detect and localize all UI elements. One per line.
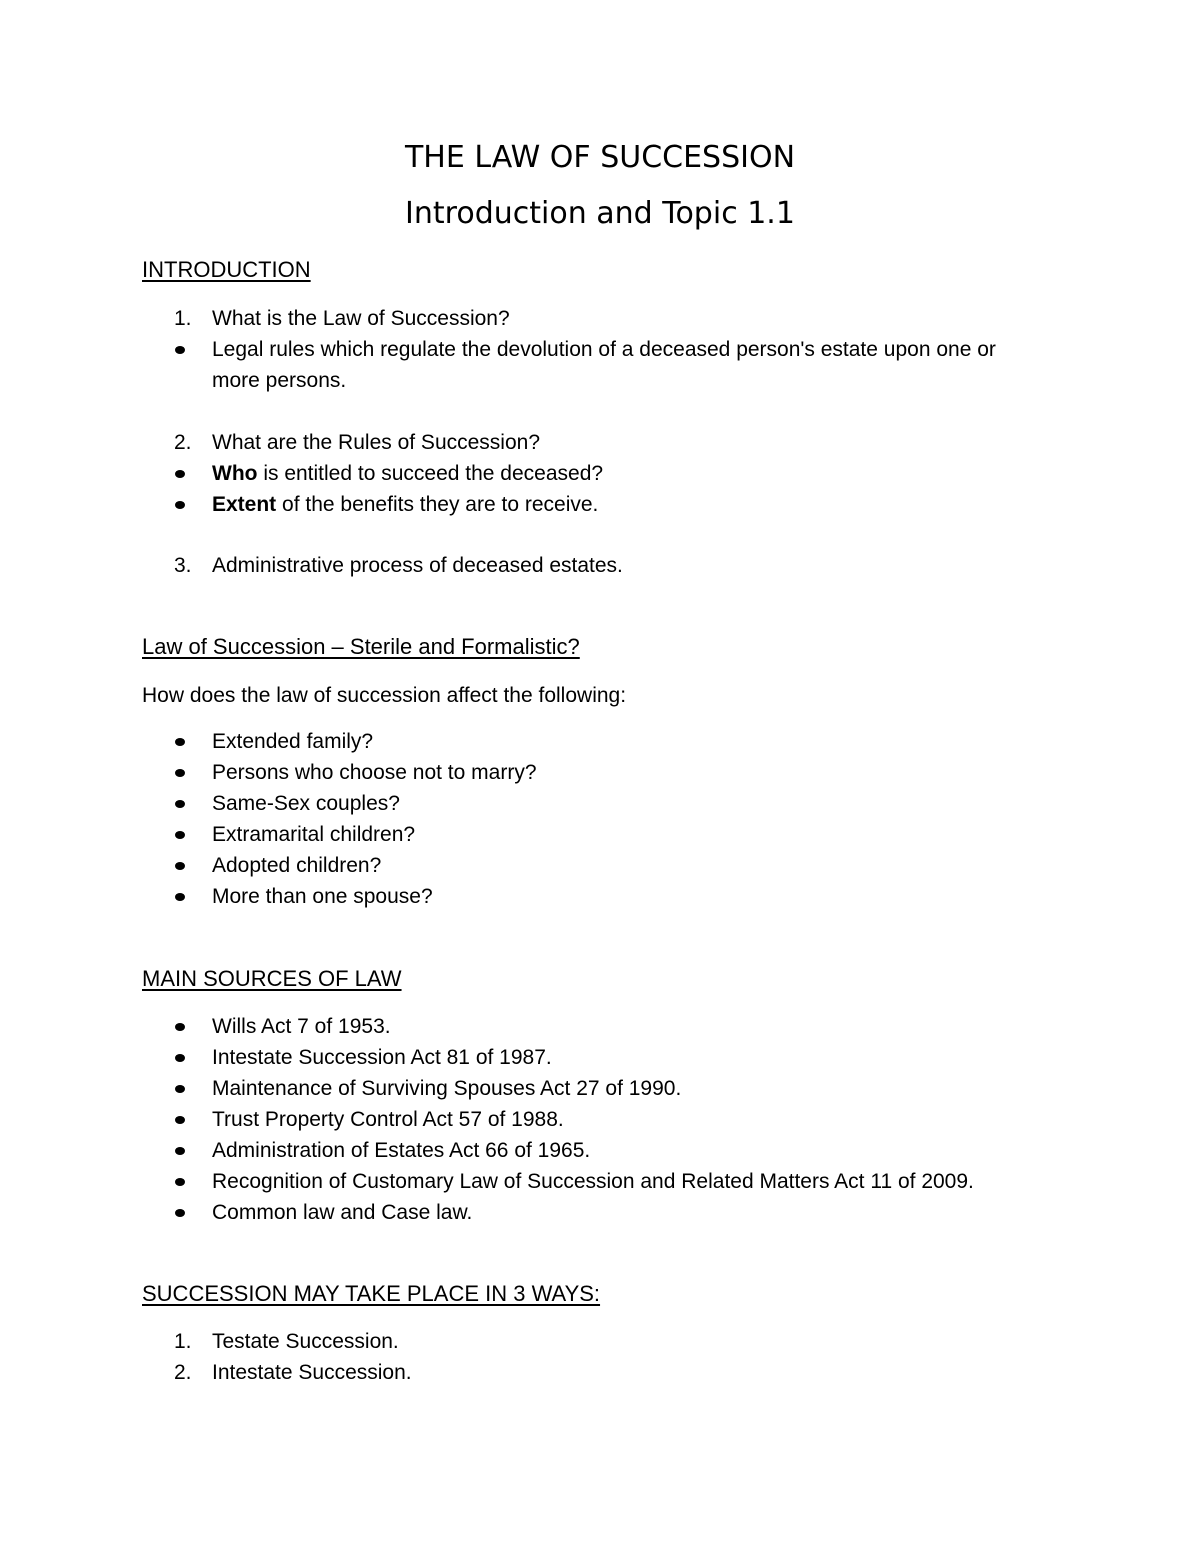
bullet-icon xyxy=(175,1178,185,1186)
document-title: THE LAW OF SUCCESSION xyxy=(404,140,796,175)
rule-who-text: is entitled to succeed the deceased? xyxy=(257,462,604,485)
rule-extent xyxy=(212,490,598,520)
bullet-icon xyxy=(175,501,185,509)
section-heading-sources: MAIN SOURCES OF LAW xyxy=(142,966,402,991)
list-number: 2. xyxy=(174,1361,192,1384)
list-item: Common law and Case law. xyxy=(212,1201,473,1224)
list-item: Wills Act 7 of 1953. xyxy=(212,1015,391,1038)
list-item: Maintenance of Surviving Spouses Act 27 of 1990. xyxy=(212,1077,682,1100)
bullet-icon xyxy=(175,800,185,808)
bullet-icon xyxy=(175,831,185,839)
answer-1-line-1: Legal rules which regulate the devolution of a deceased person's estate upon one or xyxy=(212,338,996,361)
bullet-icon xyxy=(175,346,185,354)
bullet-icon xyxy=(175,470,185,478)
answer-1-line-2: more persons. xyxy=(212,369,347,392)
bullet-icon xyxy=(175,1147,185,1155)
rule-who-bold: Who xyxy=(212,462,258,485)
bullet-icon xyxy=(175,1116,185,1124)
rule-extent-bold: Extent xyxy=(212,493,277,516)
sterile-intro: How does the law of succession affect the following: xyxy=(142,684,627,707)
section-heading-sterile: Law of Succession – Sterile and Formalistic? xyxy=(142,634,580,659)
bullet-icon xyxy=(175,862,185,870)
list-number: 3. xyxy=(174,554,192,577)
section-heading-ways: SUCCESSION MAY TAKE PLACE IN 3 WAYS: xyxy=(142,1281,601,1306)
section-heading-introduction: INTRODUCTION xyxy=(142,257,311,282)
list-item: Adopted children? xyxy=(212,854,382,877)
list-item: Extramarital children? xyxy=(212,823,416,846)
list-number: 1. xyxy=(174,1330,192,1353)
bullet-icon xyxy=(175,1085,185,1093)
bullet-icon xyxy=(175,893,185,901)
list-number: 2. xyxy=(174,431,192,454)
list-item: Trust Property Control Act 57 of 1988. xyxy=(212,1108,564,1131)
list-item: Same-Sex couples? xyxy=(212,792,400,815)
list-item: More than one spouse? xyxy=(212,885,433,908)
list-item: Intestate Succession Act 81 of 1987. xyxy=(212,1046,552,1069)
bullet-icon xyxy=(175,1023,185,1031)
document-subtitle: Introduction and Topic 1.1 xyxy=(405,196,795,231)
bullet-icon xyxy=(175,769,185,777)
list-item: Persons who choose not to marry? xyxy=(212,761,537,784)
question-2: What are the Rules of Succession? xyxy=(212,431,541,454)
list-item: Intestate Succession. xyxy=(212,1361,412,1384)
list-item: Administration of Estates Act 66 of 1965. xyxy=(212,1139,591,1162)
bullet-icon xyxy=(175,1054,185,1062)
list-number: 1. xyxy=(174,307,192,330)
bullet-icon xyxy=(175,1209,185,1217)
question-1: What is the Law of Succession? xyxy=(212,307,510,330)
question-3: Administrative process of deceased estates. xyxy=(212,554,623,577)
bullet-icon xyxy=(175,738,185,746)
list-item: Recognition of Customary Law of Succession and Related Matters Act 11 of 2009. xyxy=(212,1170,974,1193)
rule-extent-text: of the benefits they are to receive. xyxy=(276,493,599,516)
list-item: Testate Succession. xyxy=(212,1330,399,1353)
list-item: Extended family? xyxy=(212,730,374,753)
rule-who xyxy=(212,459,603,489)
